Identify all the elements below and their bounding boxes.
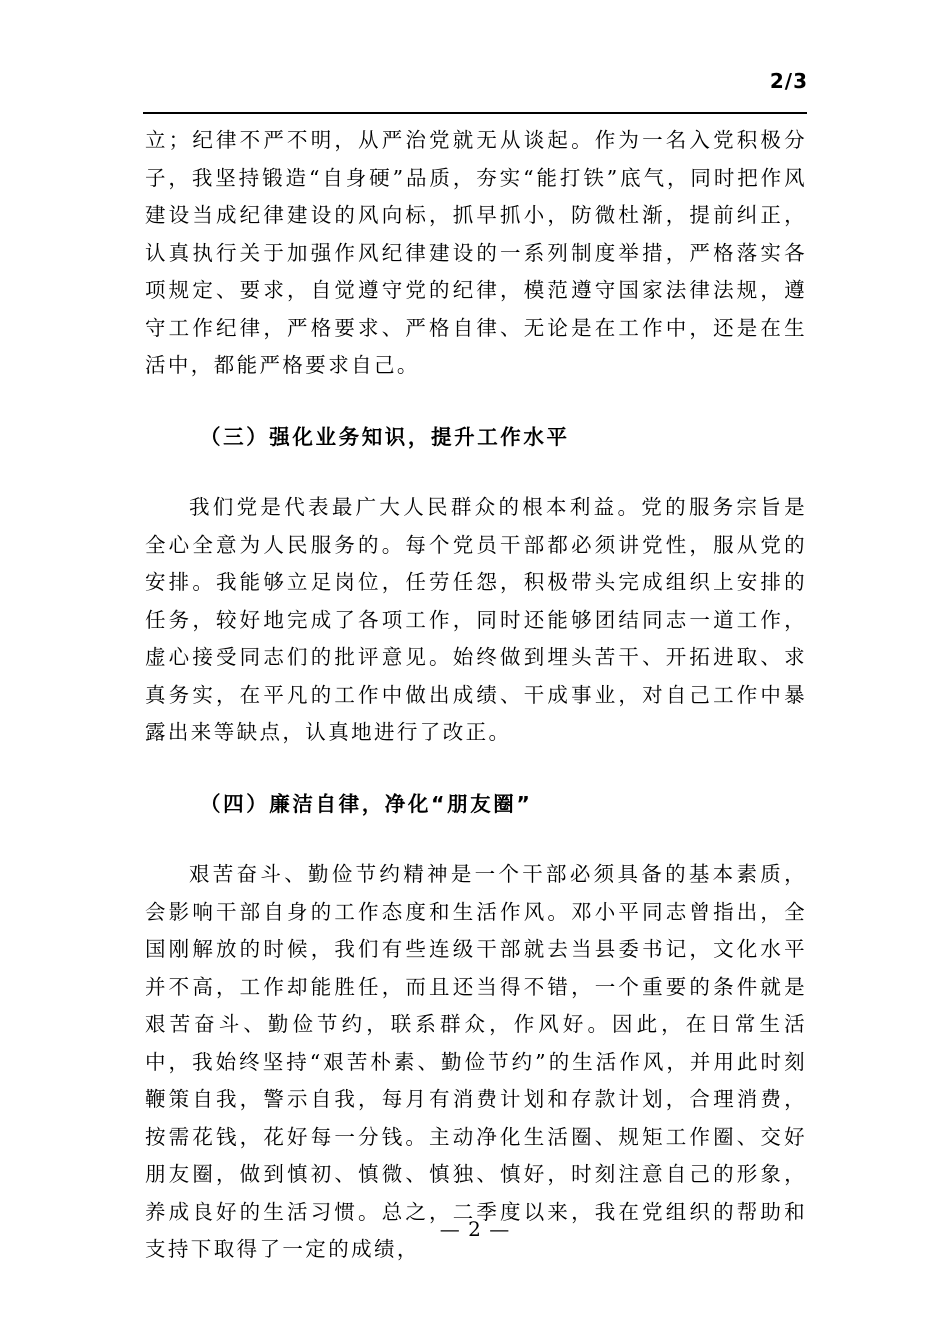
header-divider [143,112,807,114]
intro-paragraph: 立；纪律不严不明，从严治党就无从谈起。作为一名入党积极分子，我坚持锻造“自身硬”品质，夯实“能打铁”底气，同时把作风建设当成纪律建设的风向标，抓早抓小，防微杜渐，提前纠正，认真执行关于加强作风纪律建设的一系列制度举措，严格落实各项规定、要求，自觉遵守党的纪律，模范遵守国家法律法规，遵守工作纪律，严格要求、严格自律、无论是在工作中，还是在生活中，都能严格要求自己。 [145,128,807,377]
spacer [145,823,807,856]
spacer [145,752,807,786]
section-4-paragraph: 艰苦奋斗、勤俭节约精神是一个干部必须具备的基本素质，会影响干部自身的工作态度和生活作风。邓小平同志曾指出，全国刚解放的时候，我们有些连级干部就去当县委书记，文化水平并不高，工作却能胜任，而且还当得不错，一个重要的条件就是艰苦奋斗、勤俭节约，联系群众，作风好。因此，在日常生活中，我始终坚持“艰苦朴素、勤俭节约”的生活作风，并用此时刻鞭策自我，警示自我，每月有消费计划和存款计划，合理消费，按需花钱，花好每一分钱。主动净化生活圈、规矩工作圈、交好朋友圈，做到慎初、慎微、慎独、慎好，时刻注意自己的形象，养成良好的生活习惯。总之，二季度以来，我在党组织的帮助和支持下取得了一定的成绩， [145,862,807,1261]
section-3-paragraph: 我们党是代表最广大人民群众的根本利益。党的服务宗旨是全心全意为人民服务的。每个党员干部都必须讲党性，服从党的安排。我能够立足岗位，任劳任怨，积极带头完成组织上安排的任务，较好地完成了各项工作，同时还能够团结同志一道工作，虚心接受同志们的批评意见。始终做到埋头苦干、开拓进取、求真务实，在平凡的工作中做出成绩、干成事业，对自己工作中暴露出来等缺点，认真地进行了改正。 [145,495,807,744]
spacer [145,385,807,419]
page-number-footer: — 2 — [439,1217,511,1241]
page-counter: 2/3 [769,69,808,93]
spacer [145,456,807,489]
document-body [145,122,807,1269]
section-heading-4: （四）廉洁自律，净化“朋友圈” [200,791,533,816]
section-heading-3: （三）强化业务知识，提升工作水平 [200,424,570,449]
